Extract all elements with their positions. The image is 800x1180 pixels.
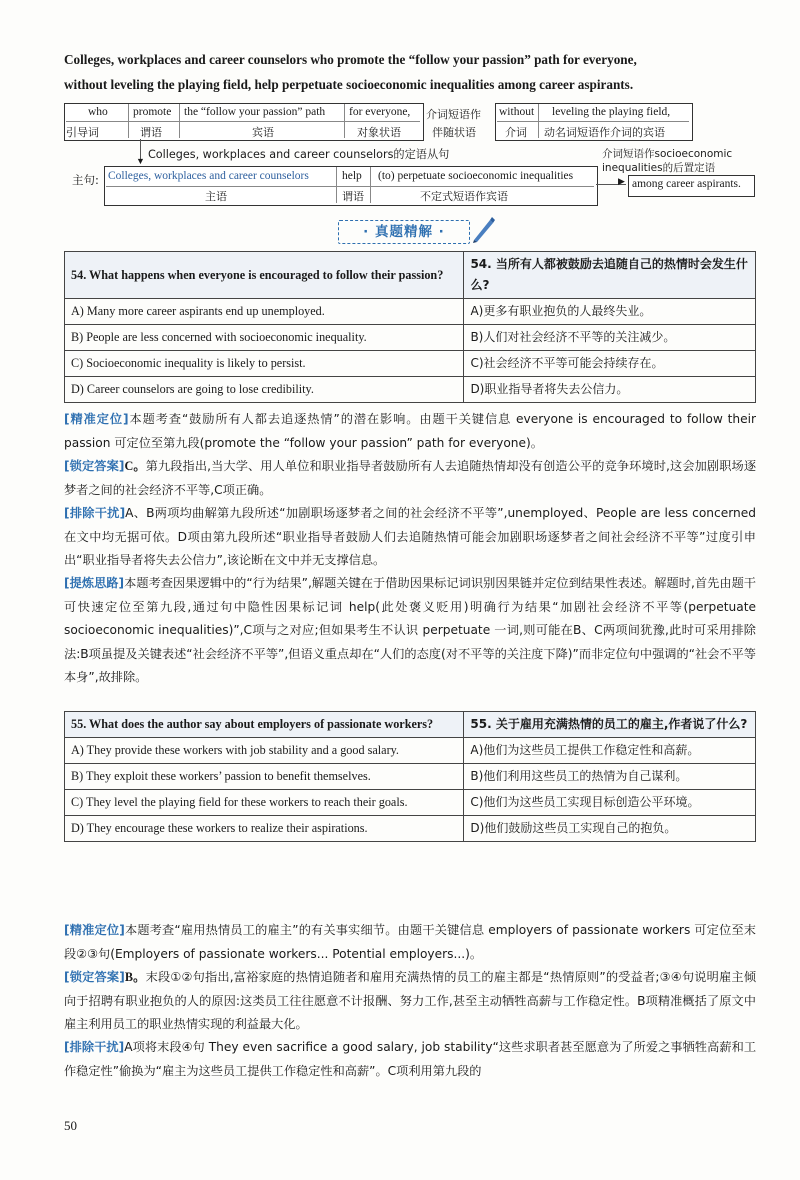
q54-reasoning-paragraph xyxy=(64,572,756,690)
clause-path: the “follow your passion” path xyxy=(184,106,326,118)
main-object-role: 不定式短语作宾语 xyxy=(420,190,508,203)
clause-everyone-role: 对象状语 xyxy=(357,126,401,139)
clause-path-role: 宾语 xyxy=(252,126,274,139)
q54-exclude-paragraph xyxy=(64,502,756,573)
attributive-clause-note: Colleges, workplaces and career counselors的定语从句 xyxy=(148,148,450,161)
table-row xyxy=(65,790,756,816)
question-54-table xyxy=(64,251,756,403)
main-object: (to) perpetuate socioeconomic inequalities xyxy=(378,170,574,182)
sentence-line-1: Colleges, workplaces and career counselors who promote the “follow your passion” path for everyone, xyxy=(64,52,637,67)
q55-answer-tag: [锁定答案] xyxy=(64,970,125,984)
q54-answer-text: 第九段指出,当大学、用人单位和职业指导者鼓励所有人去追随热情却没有创造公平的竞争环境时,这会加剧职场逐梦者之间的社会经济不平等,C项正确。 xyxy=(64,459,757,497)
table-row xyxy=(65,816,756,842)
main-help: help xyxy=(342,170,362,182)
q54-answer-paragraph xyxy=(64,455,756,502)
without-word: without xyxy=(499,106,535,118)
table-row xyxy=(65,299,756,325)
q54-option-a-cn: A)更多有职业抱负的人最终失业。 xyxy=(464,299,756,325)
table-row xyxy=(65,377,756,403)
q54-option-c-en: C) Socioeconomic inequality is likely to persist. xyxy=(65,351,464,377)
q55-answer-letter: B。 xyxy=(124,970,146,984)
q55-exclude-tag: [排除干扰] xyxy=(64,1040,125,1054)
table-row xyxy=(65,351,756,377)
q55-option-a-cn: A)他们为这些员工提供工作稳定性和高薪。 xyxy=(464,738,756,764)
q55-option-d-en: D) They encourage these workers to realize their aspirations. xyxy=(65,816,464,842)
q54-exclude-text: A、B两项均曲解第九段所述“加剧职场逐梦者之间的社会经济不平等”,unemployed、People are less concerned 在文中均无据可依。D项由第九段所述“职业指导者鼓励人们去追随热情可能会加剧职场逐梦者之间社会经济不平等”过度引申出“职业指导者将失去公信力”,该论断在文中并无支撑信息。 xyxy=(64,506,756,567)
q54-locate-tag: [精准定位] xyxy=(64,412,129,426)
q55-answer-paragraph xyxy=(64,966,756,1037)
q55-option-b-cn: B)他们利用这些员工的热情为自己谋利。 xyxy=(464,764,756,790)
clause-who: who xyxy=(88,106,108,118)
q54-exclude-tag: [排除干扰] xyxy=(64,506,126,520)
table-row xyxy=(65,325,756,351)
table-row xyxy=(65,764,756,790)
q54-option-c-cn: C)社会经济不平等可能会持续存在。 xyxy=(464,351,756,377)
page-number: 50 xyxy=(64,1118,77,1133)
q55-answer-text: 末段①②句指出,富裕家庭的热情追随者和雇用充满热情的员工的雇主都是“热情原则”的受益者;③④句说明雇主倾向于招聘有职业抱负的人的原因:这类员工往往愿意不计报酬、努力工作,甚至主动牺牲高薪与工作稳定性。B项精准概括了原文中雇主利用员工的职业热情实现的利益最大化。 xyxy=(64,970,757,1031)
q55-option-c-cn: C)他们为这些员工实现目标创造公平环境。 xyxy=(464,790,756,816)
sentence-structure-diagram xyxy=(0,0,800,220)
q54-option-d-cn: D)职业指导者将失去公信力。 xyxy=(464,377,756,403)
q54-question-en: 54. What happens when everyone is encouraged to follow their passion? xyxy=(65,252,464,299)
q55-question-en: 55. What does the author say about employers of passionate workers? xyxy=(65,712,464,738)
arrow-down-icon: ▼ xyxy=(136,156,145,166)
q54-answer-letter: C。 xyxy=(124,459,146,473)
q54-locate-paragraph xyxy=(64,408,756,455)
question-55-table xyxy=(64,711,756,842)
among-phrase: among career aspirants. xyxy=(632,178,741,190)
q55-exclude-text: A项将末段④句 They even sacrifice a good salary, job stability“这些求职者甚至愿意为了所爱之事牺牲高薪和工作稳定性”偷换为“雇主为这些员工提供工作稳定性和高薪”。C项利用第九段的 xyxy=(64,1040,757,1078)
section-banner: · 真题精解 · xyxy=(338,220,470,244)
q54-option-a-en: A) Many more career aspirants end up unemployed. xyxy=(65,299,464,325)
q54-reasoning-tag: [提炼思路] xyxy=(64,576,125,590)
main-help-role: 谓语 xyxy=(342,190,364,203)
leveling-phrase: leveling the playing field, xyxy=(552,106,671,118)
leveling-role: 动名词短语作介词的宾语 xyxy=(544,126,665,139)
arrow-right-icon: ▶ xyxy=(618,176,625,186)
postmodifier-note-2: inequalities的后置定语 xyxy=(602,162,716,174)
prep-phrase-label: 介词短语作 xyxy=(426,108,481,121)
table-row xyxy=(65,712,756,738)
q55-locate-text: 本题考查“雇用热情员工的雇主”的有关事实细节。由题干关键信息 employers of passionate workers 可定位至末段②③句(Employers of passionate workers... Potential employers...)。 xyxy=(64,923,756,961)
main-subject: Colleges, workplaces and career counselors xyxy=(108,170,309,182)
q55-locate-paragraph xyxy=(64,919,756,966)
q54-option-b-en: B) People are less concerned with socioeconomic inequality. xyxy=(65,325,464,351)
main-subject-role: 主语 xyxy=(205,190,227,203)
q55-question-cn: 55. 关于雇用充满热情的员工的雇主,作者说了什么? xyxy=(464,712,756,738)
q54-option-b-cn: B)人们对社会经济不平等的关注减少。 xyxy=(464,325,756,351)
clause-everyone: for everyone, xyxy=(349,106,411,118)
pen-icon xyxy=(470,214,496,244)
q55-option-a-en: A) They provide these workers with job stability and a good salary. xyxy=(65,738,464,764)
q55-exclude-paragraph xyxy=(64,1036,756,1083)
q55-option-c-en: C) They level the playing field for these workers to reach their goals. xyxy=(65,790,464,816)
q55-locate-tag: [精准定位] xyxy=(64,923,125,937)
postmodifier-note-1: 介词短语作socioeconomic xyxy=(602,148,733,160)
q54-question-cn: 54. 当所有人都被鼓励去追随自己的热情时会发生什么? xyxy=(464,252,756,299)
clause-promote-role: 谓语 xyxy=(140,126,162,139)
main-clause-label: 主句: xyxy=(72,173,99,187)
sentence-line-2: without leveling the playing field, help perpetuate socioeconomic inequalities among career aspirants. xyxy=(64,77,634,92)
clause-who-role: 引导词 xyxy=(66,126,99,139)
without-role: 介词 xyxy=(505,126,527,139)
q55-option-b-en: B) They exploit these workers’ passion to benefit themselves. xyxy=(65,764,464,790)
clause-promote: promote xyxy=(133,106,172,118)
q54-answer-tag: [锁定答案] xyxy=(64,459,125,473)
table-row xyxy=(65,738,756,764)
table-row xyxy=(65,252,756,299)
q54-locate-text: 本题考查“鼓励所有人都去追逐热情”的潜在影响。由题干关键信息 everyone is encouraged to follow their passion 可定位至第九段(promote the “follow your passion” path for everyone)。 xyxy=(64,412,757,450)
prep-phrase-label-2: 伴随状语 xyxy=(432,126,476,139)
q54-option-d-en: D) Career counselors are going to lose credibility. xyxy=(65,377,464,403)
q55-option-d-cn: D)他们鼓励这些员工实现自己的抱负。 xyxy=(464,816,756,842)
q54-reasoning-text: 本题考查因果逻辑中的“行为结果”,解题关键在于借助因果标记词识别因果链并定位到结果性表述。解题时,首先由题干可快速定位至第九段,通过句中隐性因果标记词 help(此处褒义贬用)明确行为结果“加剧社会经济不平等(perpetuate socioeconomic inequalities)”,C项与之对应;但如果考生不认识 perpetuate 一词,则可能在B、C两项间犹豫,此时可采用排除法:B项虽提及关键表述“社会经济不平等”,但语义重点却在“人们的态度(对不平等的关注度下降)”而非定位句中强调的“社会不平等本身”,故排除。 xyxy=(64,576,756,684)
